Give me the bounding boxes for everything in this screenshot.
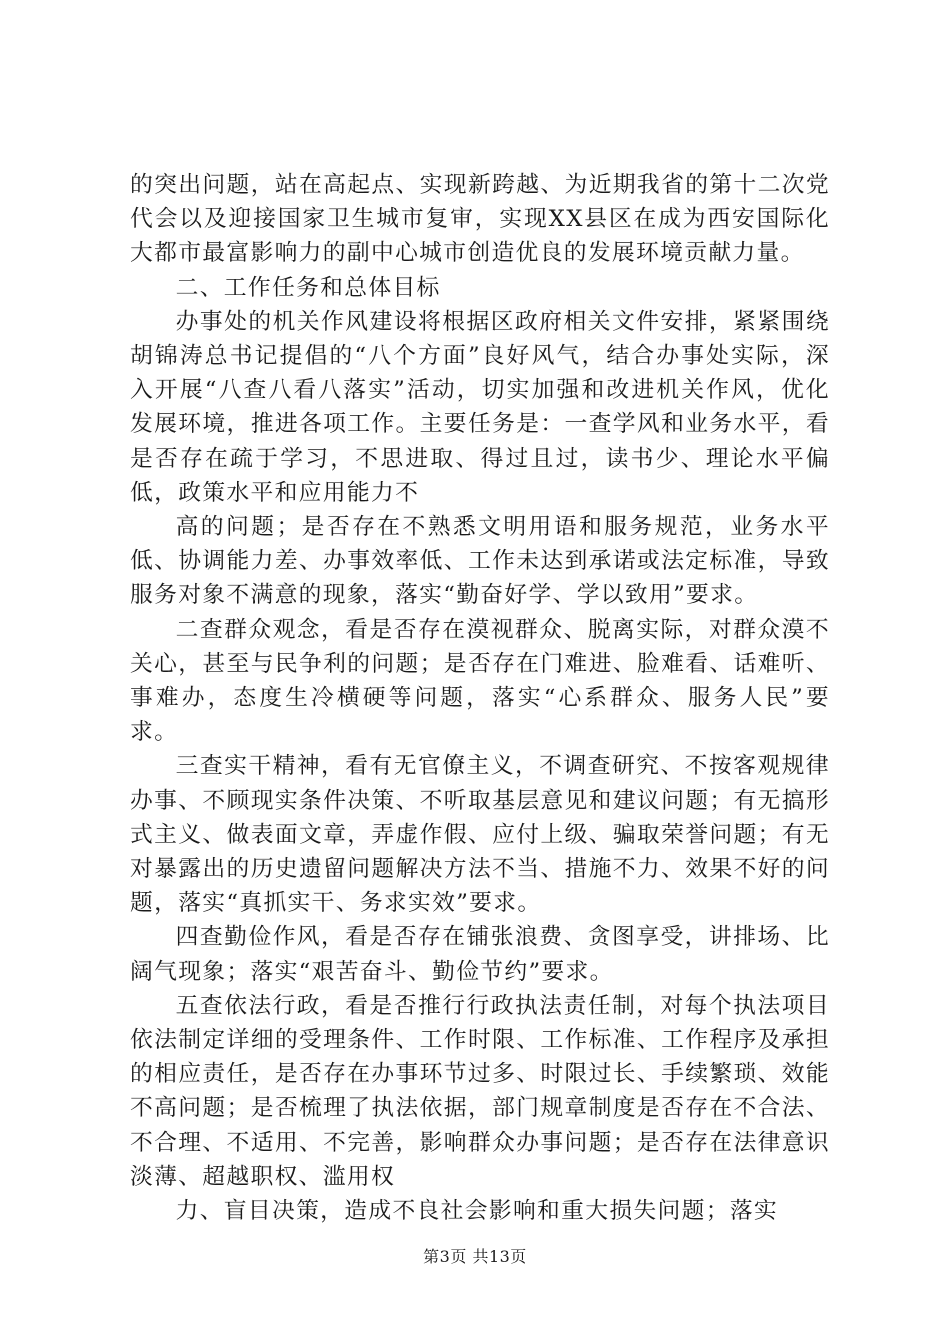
paragraph-thrift: 四查勤俭作风，看是否存在铺张浪费、贪图享受，讲排场、比阔气现象；落实“艰苦奋斗、勤俭节约”要求。 [130, 924, 830, 985]
section-heading: 二、工作任务和总体目标 [175, 274, 441, 301]
paragraph-continuation: 的突出问题，站在高起点、实现新跨越、为近期我省的第十二次党代会以及迎接国家卫生城市复审，实现XX县区在成为西安国际化大都市最富影响力的副中心城市创造优良的发展环境贡献力量。 [130, 172, 830, 267]
document-body [130, 168, 830, 1228]
page-number-footer: 第3页 共13页 [423, 1247, 527, 1266]
paragraph-study-style: 高的问题；是否存在不熟悉文明用语和服务规范，业务水平低、协调能力差、办事效率低、工作未达到承诺或法定标准，导致服务对象不满意的现象，落实“勤奋好学、学以致用”要求。 [130, 514, 830, 609]
paragraph-main-tasks: 办事处的机关作风建设将根据区政府相关文件安排，紧紧围绕胡锦涛总书记提倡的“八个方面”良好风气，结合办事处实际，深入开展“八查八看八落实”活动，切实加强和改进机关作风，优化发展环境，推进各项工作。主要任务是：一查学风和业务水平，看是否存在疏于学习，不思进取、得过且过，读书少、理论水平偏低，政策水平和应用能力不 [130, 308, 830, 506]
paragraph-practical-spirit: 三查实干精神，看有无官僚主义，不调查研究、不按客观规律办事、不顾现实条件决策、不听取基层意见和建议问题；有无搞形式主义、做表面文章，弄虚作假、应付上级、骗取荣誉问题；有无对暴露出的历史遗留问题解决方法不当、措施不力、效果不好的问题，落实“真抓实干、务求实效”要求。 [130, 753, 830, 917]
paragraph-mass-view: 二查群众观念，看是否存在漠视群众、脱离实际，对群众漠不关心，甚至与民争利的问题；是否存在门难进、脸难看、话难听、事难办，态度生冷横硬等问题，落实“心系群众、服务人民”要求。 [130, 616, 830, 746]
paragraph-rule-of-law-cont: 力、盲目决策，造成不良社会影响和重大损失问题；落实 [175, 1198, 779, 1225]
paragraph-rule-of-law: 五查依法行政，看是否推行行政执法责任制，对每个执法项目依法制定详细的受理条件、工作时限、工作标准、工作程序及承担的相应责任，是否存在办事环节过多、时限过长、手续繁琐、效能不高问题；是否梳理了执法依据，部门规章制度是否存在不合法、不合理、不适用、不完善，影响群众办事问题；是否存在法律意识淡薄、超越职权、滥用权 [130, 992, 830, 1190]
